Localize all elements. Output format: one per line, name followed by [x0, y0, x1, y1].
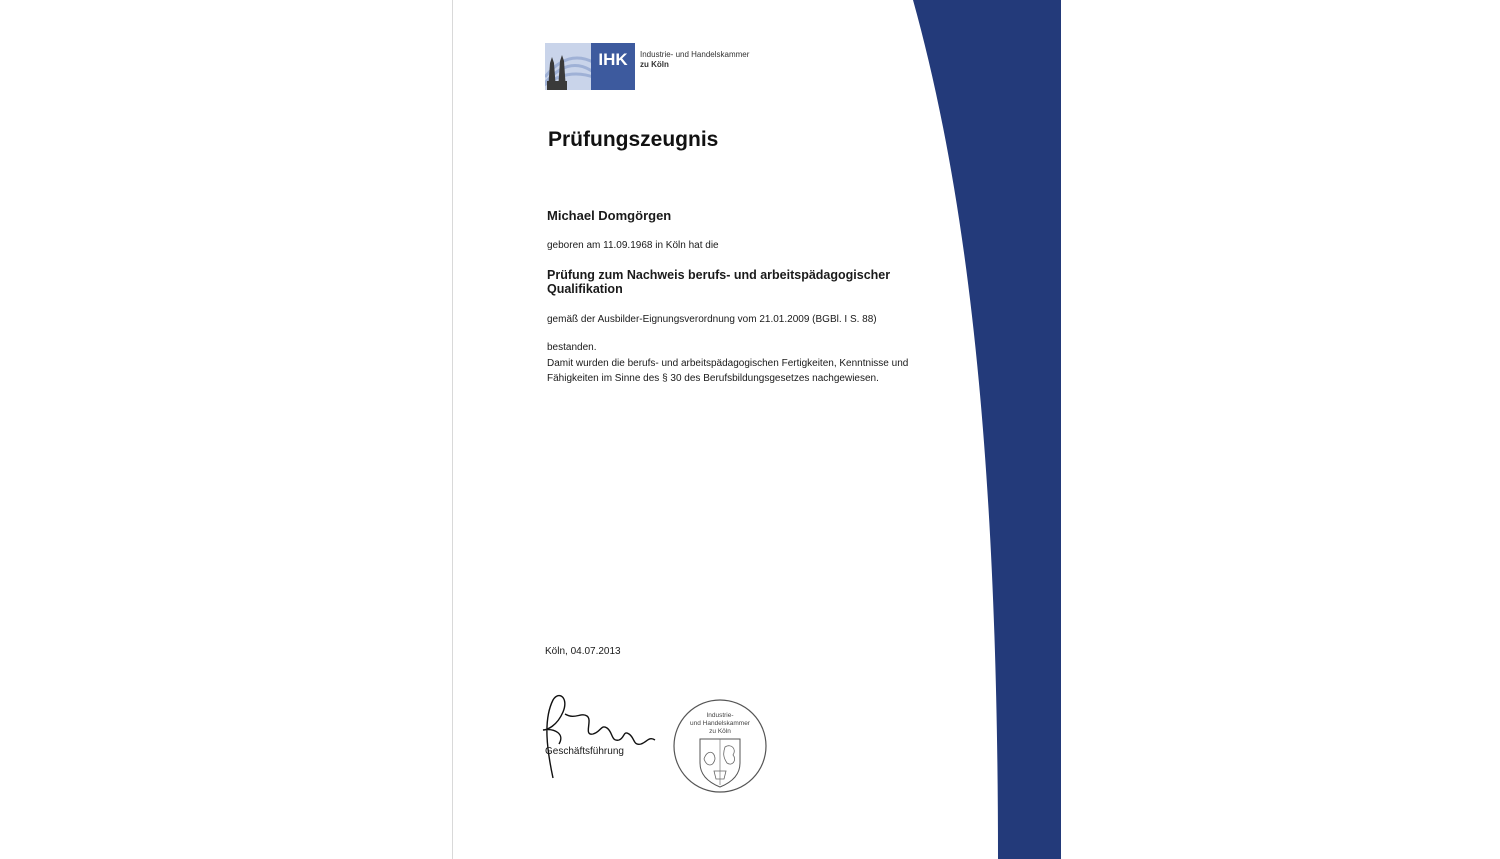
ihk-logo-mark: [545, 43, 635, 90]
official-seal: [671, 697, 769, 795]
birth-line: geboren am 11.09.1968 in Köln hat die: [547, 240, 719, 251]
qualification-statement: Damit wurden die berufs- und arbeitspädagogischen Fertigkeiten, Kenntnisse und Fähigkeiten im Sinne des § 30 des Berufsbildungsgesetzes nachgewiesen.: [547, 358, 909, 384]
passed-line: bestanden.: [547, 342, 597, 353]
logo-line-1: Industrie- und Handelskammer: [640, 50, 750, 59]
logo-abbreviation: IHK: [598, 50, 628, 69]
logo-organization-name: [640, 50, 749, 70]
certificate-page: [452, 0, 1061, 859]
exam-name: Prüfung zum Nachweis berufs- und arbeitspädagogischer Qualifikation: [547, 268, 891, 296]
logo-line-2: zu Köln: [640, 60, 669, 69]
handwritten-signature: [535, 690, 671, 786]
regulation-line: gemäß der Ausbilder-Eignungsverordnung vom 21.01.2009 (BGBl. I S. 88): [547, 314, 877, 325]
holder-name: Michael Domgörgen: [547, 208, 672, 223]
place-and-date: Köln, 04.07.2013: [545, 646, 621, 657]
seal-line-3: zu Köln: [709, 728, 731, 735]
signatory-role: Geschäftsführung: [545, 746, 624, 757]
ihk-logo: [545, 43, 755, 91]
seal-line-1: Industrie-: [706, 712, 734, 719]
certificate-title: Prüfungszeugnis: [548, 128, 719, 151]
seal-line-2: und Handelskammer: [690, 720, 750, 727]
